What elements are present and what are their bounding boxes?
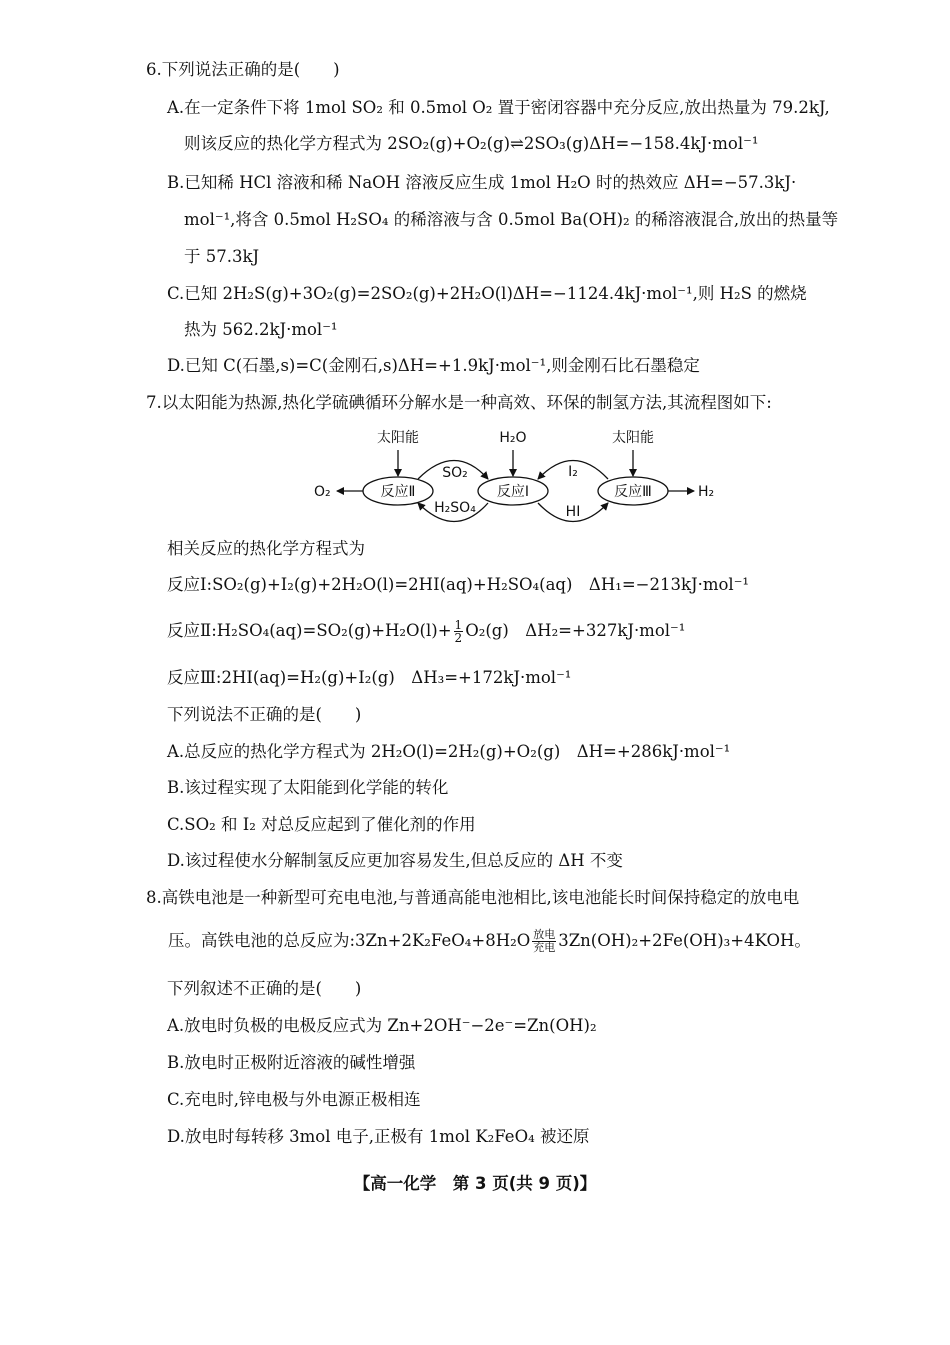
q8-equation-right: 3Zn(OH)₂+2Fe(OH)₃+4KOH。 [558, 931, 811, 950]
q7-ask: 下列说法不正确的是( ) [167, 705, 362, 724]
reaction-1-label: 反应Ⅰ [496, 484, 530, 500]
q7-option-a: A.总反应的热化学方程式为 2H₂O(l)=2H₂(g)+O₂(g) ΔH=+286kJ·mol⁻¹ [167, 742, 731, 761]
q6-option-b-line1: B.已知稀 HCl 溶液和稀 NaOH 溶液反应生成 1mol H₂O 时的热效应 ΔH=−57.3kJ· [167, 173, 797, 192]
q7-reaction-2-left: 反应Ⅱ:H₂SO₄(aq)=SO₂(g)+H₂O(l)+ [167, 621, 452, 640]
q8-stem-line2 [168, 929, 811, 954]
q7-intro: 相关反应的热化学方程式为 [167, 539, 365, 558]
water-input-label: H₂O [499, 430, 527, 446]
fraction-denominator: 2 [454, 631, 463, 645]
h2so4-flow-label: H₂SO₄ [434, 500, 476, 516]
q6-option-a-line2: 则该反应的热化学方程式为 2SO₂(g)+O₂(g)⇌2SO₃(g)ΔH=−158.4kJ·mol⁻¹ [184, 134, 759, 153]
sulfur-iodine-cycle-diagram [310, 420, 730, 530]
q6-option-c-line1: C.已知 2H₂S(g)+3O₂(g)=2SO₂(g)+2H₂O(l)ΔH=−1124.4kJ·mol⁻¹,则 H₂S 的燃烧 [167, 284, 807, 303]
one-half-fraction [454, 619, 464, 644]
q6-stem: 6.下列说法正确的是( ) [146, 60, 340, 79]
q7-reaction-3: 反应Ⅲ:2HI(aq)=H₂(g)+I₂(g) ΔH₃=+172kJ·mol⁻¹ [167, 668, 572, 687]
q6-option-d: D.已知 C(石墨,s)=C(金刚石,s)ΔH=+1.9kJ·mol⁻¹,则金刚石比石墨稳定 [167, 356, 700, 375]
q6-option-a-line1: A.在一定条件下将 1mol SO₂ 和 0.5mol O₂ 置于密闭容器中充分反应,放出热量为 79.2kJ, [167, 98, 830, 117]
q7-option-b: B.该过程实现了太阳能到化学能的转化 [167, 778, 449, 797]
discharge-label: 放电 [533, 928, 556, 941]
solar-energy-right-label: 太阳能 [612, 430, 654, 446]
hi-flow-label: HI [565, 504, 581, 520]
hydrogen-output-label: H₂ [698, 484, 715, 500]
fraction-numerator: 1 [454, 618, 463, 632]
q7-reaction-2-right: O₂(g) ΔH₂=+327kJ·mol⁻¹ [465, 621, 686, 640]
i2-flow-label: I₂ [568, 464, 578, 480]
reaction-condition-arrow [532, 929, 556, 954]
page-footer: 【高一化学 第 3 页(共 9 页)】 [353, 1174, 597, 1193]
q7-option-d: D.该过程使水分解制氢反应更加容易发生,但总反应的 ΔH 不变 [167, 851, 623, 870]
q7-option-c: C.SO₂ 和 I₂ 对总反应起到了催化剂的作用 [167, 815, 476, 834]
q6-option-b-line3: 于 57.3kJ [184, 247, 260, 266]
q8-option-b: B.放电时正极附近溶液的碱性增强 [167, 1053, 416, 1072]
oxygen-output-label: O₂ [314, 484, 331, 500]
reaction-3-label: 反应Ⅲ [614, 484, 652, 500]
q7-reaction-1: 反应Ⅰ:SO₂(g)+I₂(g)+2H₂O(l)=2HI(aq)+H₂SO₄(aq) ΔH₁=−213kJ·mol⁻¹ [167, 575, 750, 594]
solar-energy-left-label: 太阳能 [377, 430, 419, 446]
q7-reaction-2 [167, 619, 685, 644]
q6-option-c-line2: 热为 562.2kJ·mol⁻¹ [184, 320, 338, 339]
q8-equation-left: 压。高铁电池的总反应为:3Zn+2K₂FeO₄+8H₂O [168, 931, 531, 950]
q8-stem-line1: 8.高铁电池是一种新型可充电电池,与普通高能电池相比,该电池能长时间保持稳定的放电电 [146, 888, 800, 907]
q7-stem: 7.以太阳能为热源,热化学硫碘循环分解水是一种高效、环保的制氢方法,其流程图如下: [146, 393, 772, 412]
q6-option-b-line2: mol⁻¹,将含 0.5mol H₂SO₄ 的稀溶液与含 0.5mol Ba(OH)₂ 的稀溶液混合,放出的热量等 [184, 210, 839, 229]
reaction-2-label: 反应Ⅱ [380, 484, 416, 500]
q8-option-c: C.充电时,锌电极与外电源正极相连 [167, 1090, 421, 1109]
q8-ask: 下列叙述不正确的是( ) [167, 979, 362, 998]
charge-label: 充电 [533, 941, 556, 954]
so2-flow-label: SO₂ [442, 465, 468, 481]
q8-option-d: D.放电时每转移 3mol 电子,正极有 1mol K₂FeO₄ 被还原 [167, 1127, 590, 1146]
q8-option-a: A.放电时负极的电极反应式为 Zn+2OH⁻−2e⁻=Zn(OH)₂ [167, 1016, 597, 1035]
